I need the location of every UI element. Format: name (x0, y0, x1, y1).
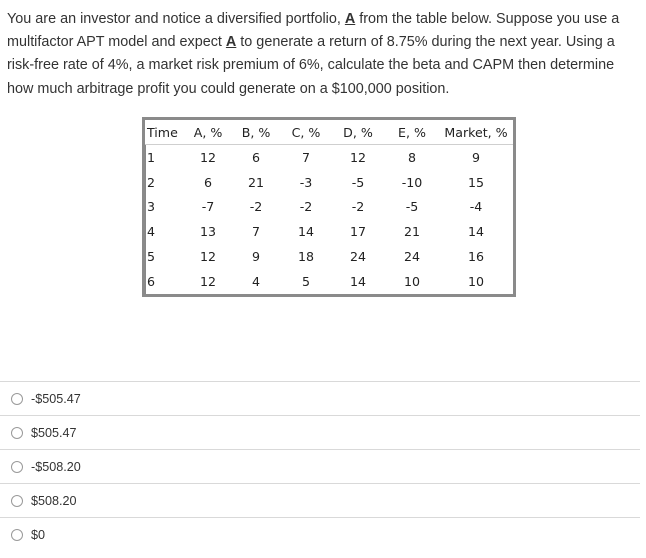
cell-b: 9 (251, 249, 260, 265)
cell-b: 21 (247, 174, 265, 190)
cell-e: 21 (403, 224, 421, 240)
cell-c: 18 (297, 249, 315, 265)
cell-market: -4 (469, 199, 483, 215)
answer-option-label: -$505.47 (31, 391, 81, 406)
cell-e: 8 (407, 149, 416, 165)
cell-a: 13 (199, 224, 217, 240)
cell-time: 6 (145, 269, 185, 294)
radio-button-icon[interactable] (11, 529, 23, 541)
cell-c: 5 (301, 273, 310, 289)
radio-button-icon[interactable] (11, 461, 23, 473)
answer-option[interactable] (0, 483, 640, 517)
cell-d: -5 (351, 174, 365, 190)
table-row (145, 219, 513, 244)
answer-option[interactable] (0, 381, 640, 415)
radio-button-icon[interactable] (11, 427, 23, 439)
cell-e: 24 (403, 249, 421, 265)
table-row (145, 170, 513, 195)
table-header-row (145, 120, 513, 145)
cell-b: 7 (251, 224, 260, 240)
cell-market: 16 (467, 249, 485, 265)
cell-market: 14 (467, 224, 485, 240)
cell-market: 10 (467, 273, 485, 289)
header-market: Market, % (439, 120, 513, 145)
answer-options (0, 381, 640, 551)
header-d: D, % (331, 120, 385, 145)
returns-table (142, 117, 516, 297)
answer-option[interactable] (0, 517, 640, 551)
answer-option-label: $505.47 (31, 425, 77, 440)
cell-a: 6 (203, 174, 212, 190)
radio-button-icon[interactable] (11, 495, 23, 507)
cell-time: 5 (145, 244, 185, 269)
cell-a: 12 (199, 149, 217, 165)
cell-d: 14 (349, 273, 367, 289)
answer-option-label: -$508.20 (31, 459, 81, 474)
cell-c: -3 (299, 174, 313, 190)
cell-d: 24 (349, 249, 367, 265)
cell-b: -2 (249, 199, 263, 215)
cell-market: 9 (471, 149, 480, 165)
table-row (145, 269, 513, 294)
cell-time: 4 (145, 219, 185, 244)
cell-d: 17 (349, 224, 367, 240)
cell-d: -2 (351, 199, 365, 215)
header-time: Time (145, 120, 185, 145)
cell-b: 4 (251, 273, 260, 289)
radio-button-icon[interactable] (11, 393, 23, 405)
header-e: E, % (385, 120, 439, 145)
answer-option[interactable] (0, 449, 640, 483)
cell-e: 10 (403, 273, 421, 289)
header-a: A, % (185, 120, 231, 145)
cell-time: 1 (145, 145, 185, 170)
cell-market: 15 (467, 174, 485, 190)
returns-table-container (142, 117, 516, 297)
table-row (145, 145, 513, 170)
cell-time: 3 (145, 195, 185, 220)
cell-c: 7 (301, 149, 310, 165)
cell-a: 12 (199, 273, 217, 289)
header-c: C, % (281, 120, 331, 145)
cell-d: 12 (349, 149, 367, 165)
portfolio-a-label-2: A (225, 34, 237, 51)
cell-e: -5 (405, 199, 419, 215)
cell-c: 14 (297, 224, 315, 240)
cell-a: 12 (199, 249, 217, 265)
table-row (145, 195, 513, 220)
cell-e: -10 (401, 174, 423, 190)
answer-option-label: $0 (31, 527, 46, 542)
answer-option[interactable] (0, 415, 640, 449)
table-row (145, 244, 513, 269)
question-text: You are an investor and notice a diversified portfolio, A from the table below. Suppose you use a multifactor APT model and expect A to generate a return of 8.75% during the next year. Using a risk-free rate of 4%, a market risk premium of 6%, calculate the beta and CAPM then determine how much arbitrage profit you could generate on a $100,000 position. (7, 11, 620, 97)
answer-option-label: $508.20 (31, 493, 77, 508)
cell-time: 2 (145, 170, 185, 195)
portfolio-a-label: A (344, 11, 356, 27)
cell-b: 6 (251, 149, 260, 165)
cell-a: -7 (201, 199, 215, 215)
cell-c: -2 (299, 199, 313, 215)
header-b: B, % (231, 120, 281, 145)
